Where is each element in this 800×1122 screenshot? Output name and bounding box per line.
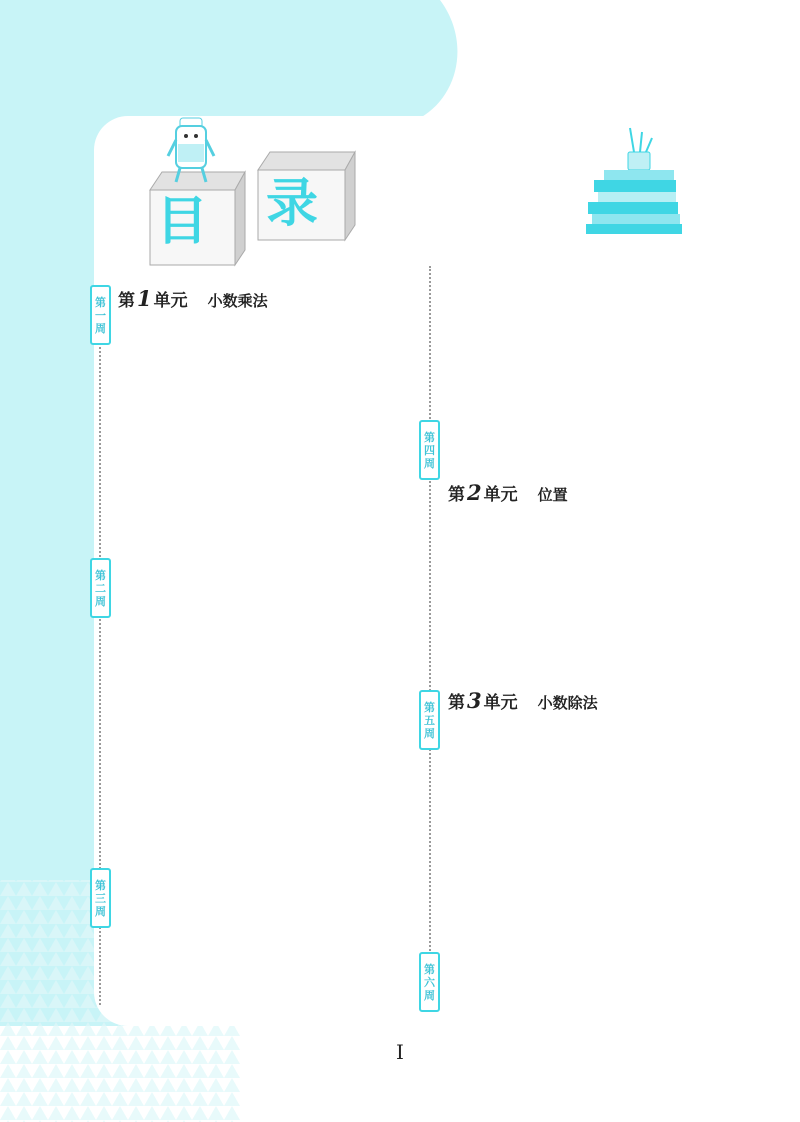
unit-prefix: 第 <box>448 485 465 505</box>
week-badge-5: 第 五 周 <box>419 690 440 750</box>
unit-suffix: 单元 <box>483 485 518 505</box>
unit-prefix: 第 <box>448 693 465 713</box>
book-stack-illustration <box>584 124 694 236</box>
week-badge-1: 第 一 周 <box>90 285 111 345</box>
unit-1-heading <box>118 286 268 311</box>
toc-title-char-2: 录 <box>266 174 319 234</box>
unit-name: 小数乘法 <box>207 292 268 310</box>
week-badge-6: 第 六 周 <box>419 952 440 1012</box>
week-badge-2: 第 二 周 <box>90 558 111 618</box>
unit-suffix: 单元 <box>153 291 188 311</box>
unit-prefix: 第 <box>118 291 135 311</box>
unit-number: 1 <box>137 286 152 311</box>
unit-number: 2 <box>467 480 482 505</box>
week-badge-4: 第 四 周 <box>419 420 440 480</box>
right-dotted-guide <box>429 266 431 1006</box>
unit-3-heading <box>448 688 598 713</box>
page-number: I <box>396 1040 404 1064</box>
unit-2-heading <box>448 480 568 505</box>
unit-suffix: 单元 <box>483 693 518 713</box>
week-badge-3: 第 三 周 <box>90 868 111 928</box>
unit-name: 位置 <box>537 486 568 504</box>
toc-title-char-1: 目 <box>156 192 209 252</box>
unit-name: 小数除法 <box>537 694 598 712</box>
unit-number: 3 <box>467 688 482 713</box>
